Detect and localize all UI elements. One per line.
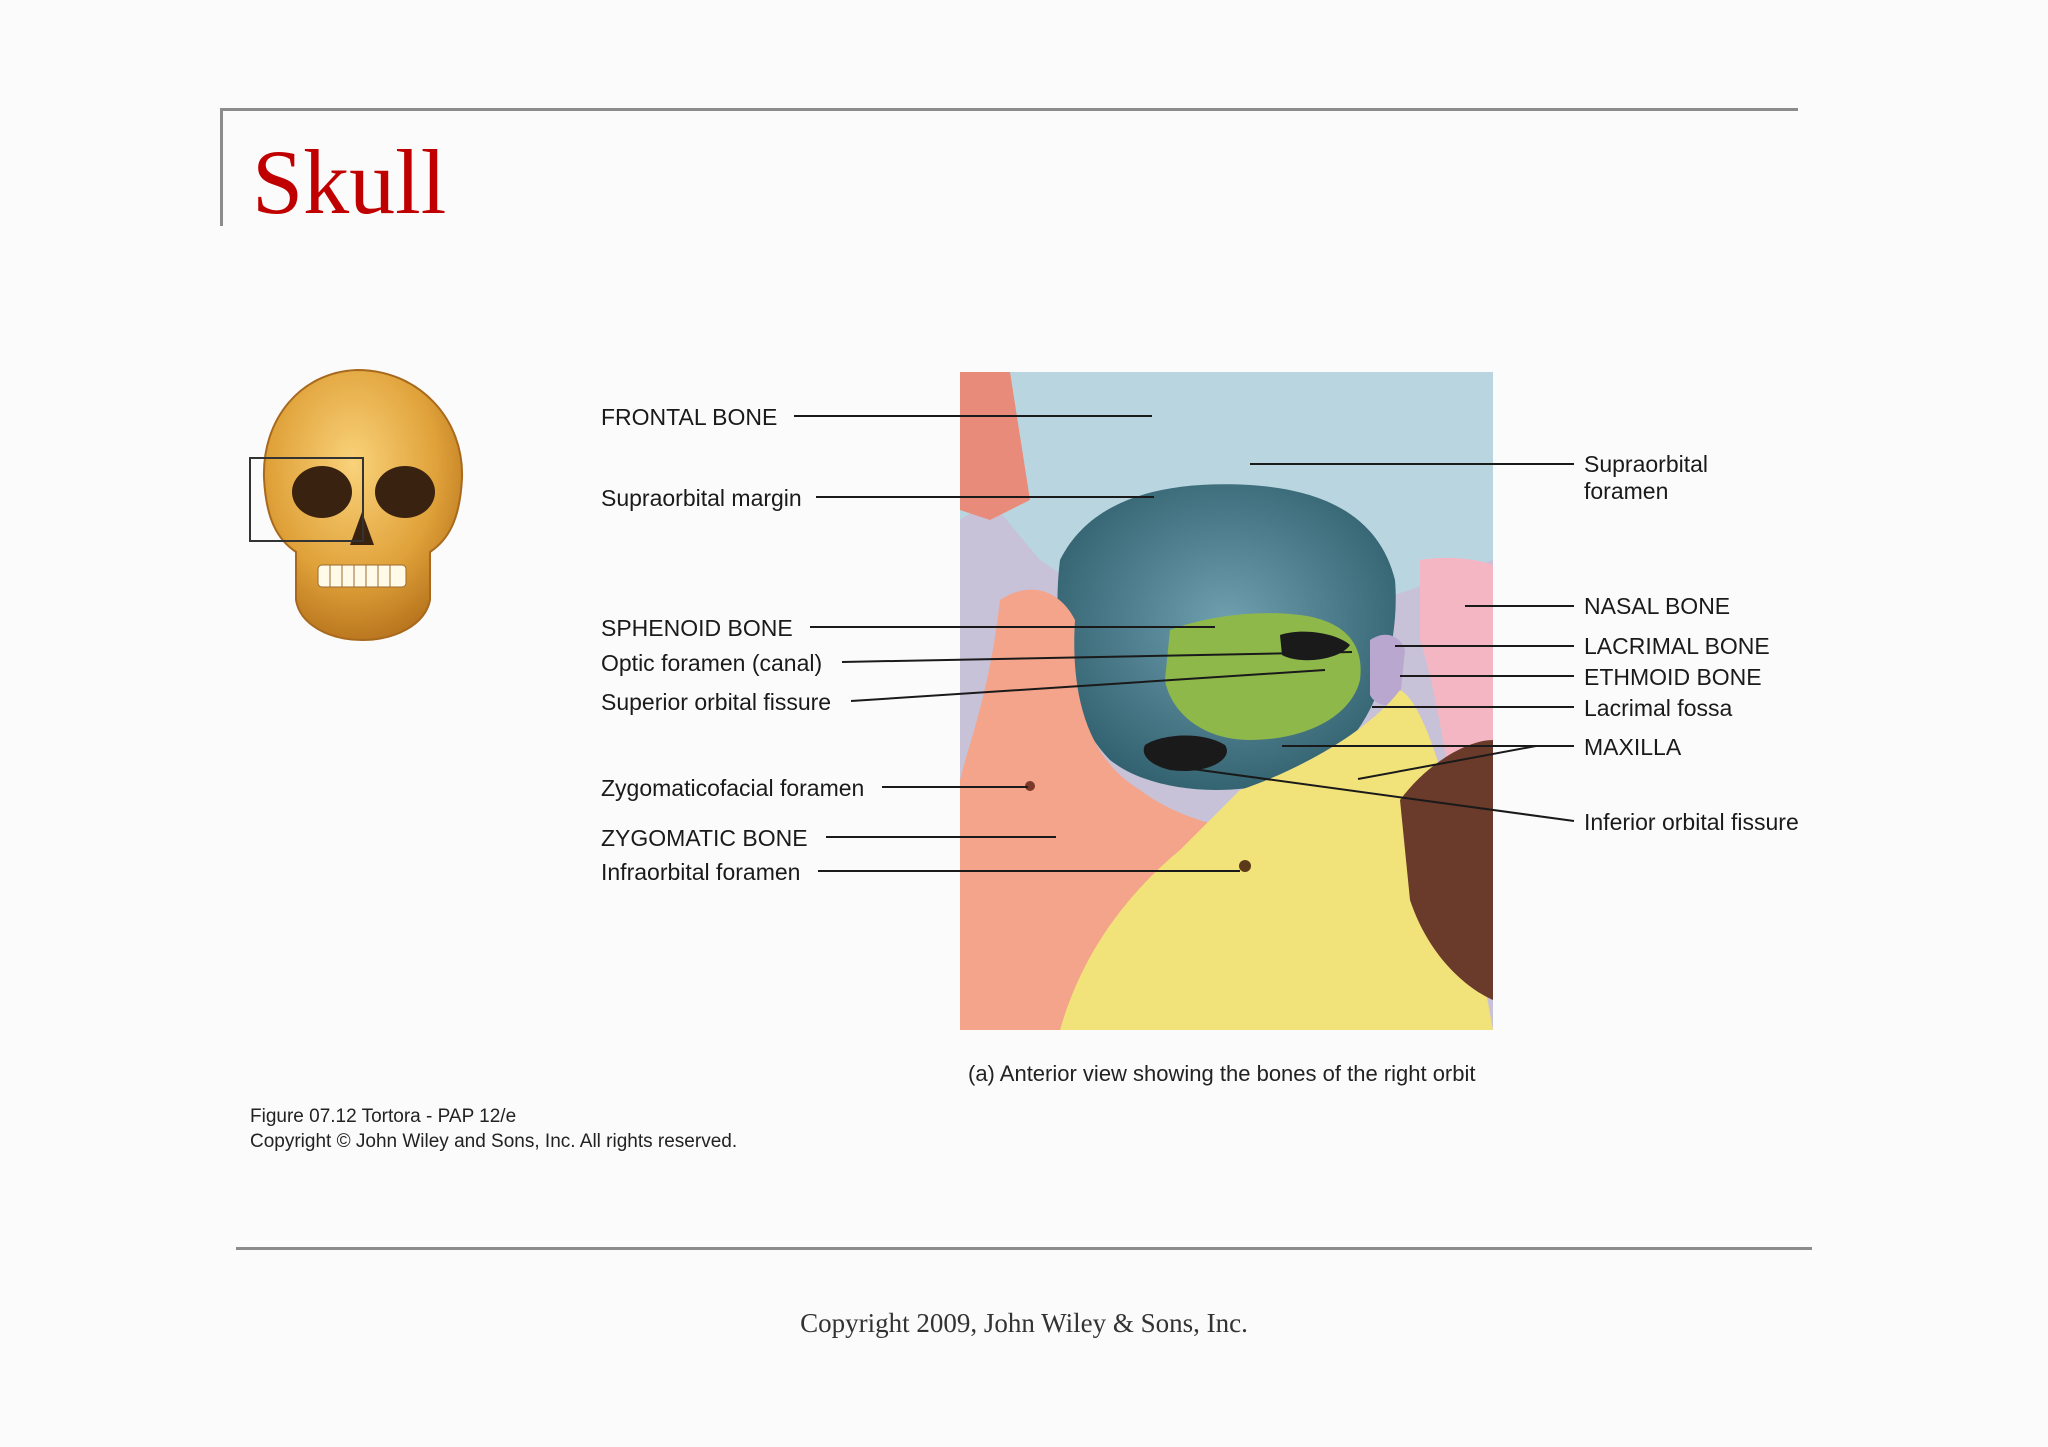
- label-frontal-bone: FRONTAL BONE: [601, 404, 778, 430]
- label-supraorbital-foramen-line2: foramen: [1584, 478, 1669, 504]
- figure-caption: (a) Anterior view showing the bones of the right orbit: [968, 1061, 1476, 1086]
- label-lacrimal-fossa: Lacrimal fossa: [1584, 695, 1733, 721]
- label-optic-foramen: Optic foramen (canal): [601, 650, 823, 676]
- slide-title: Skull: [252, 131, 447, 233]
- orbit-highlight-box: [250, 458, 363, 541]
- figure-credit-line2: Copyright © John Wiley and Sons, Inc. All rights reserved.: [250, 1131, 738, 1152]
- label-lacrimal-bone: LACRIMAL BONE: [1584, 633, 1770, 659]
- label-sphenoid-bone: SPHENOID BONE: [601, 615, 793, 641]
- label-supraorbital-margin: Supraorbital margin: [601, 485, 802, 511]
- label-inferior-orbital-fissure: Inferior orbital fissure: [1584, 809, 1799, 835]
- figure-credit-line1: Figure 07.12 Tortora - PAP 12/e: [250, 1106, 517, 1127]
- label-superior-orbital-fissure: Superior orbital fissure: [601, 689, 832, 715]
- label-nasal-bone: NASAL BONE: [1584, 593, 1731, 619]
- label-supraorbital-foramen: [1584, 451, 1708, 505]
- label-supraorbital-foramen-line1: Supraorbital: [1584, 451, 1709, 477]
- label-maxilla: MAXILLA: [1584, 734, 1682, 760]
- label-ethmoid-bone: ETHMOID BONE: [1584, 664, 1762, 690]
- footer-copyright: Copyright 2009, John Wiley & Sons, Inc.: [800, 1308, 1248, 1338]
- label-zygomatic-bone: ZYGOMATIC BONE: [601, 825, 808, 851]
- frame-left-rule: [220, 108, 223, 226]
- label-infraorbital-foramen: Infraorbital foramen: [601, 859, 801, 885]
- frame-bottom-rule: [236, 1247, 1812, 1250]
- frame-top-rule: [220, 108, 1798, 111]
- figure-credit: [250, 1104, 737, 1154]
- label-zygomaticofacial-foramen: Zygomaticofacial foramen: [601, 775, 865, 801]
